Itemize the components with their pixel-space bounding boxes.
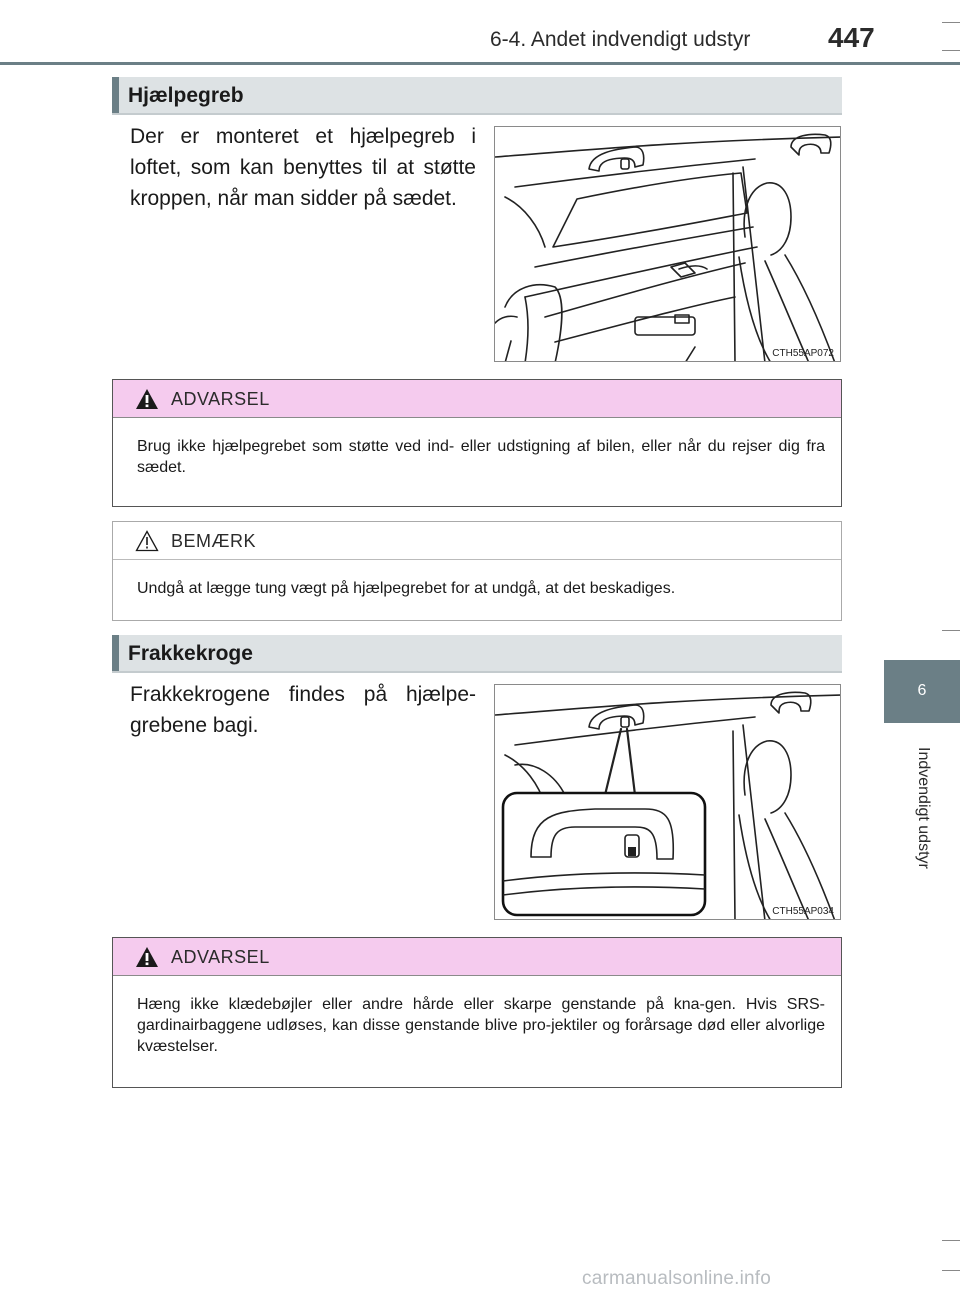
section-heading-text: Frakkekroge [128, 642, 253, 665]
warning-triangle-icon [135, 388, 159, 410]
figure-code: CTH55AP072 [772, 348, 834, 359]
warning-text: Hæng ikke klædebøjler eller andre hårde eller skarpe genstande på kna-gen. Hvis SRS-gardinairbaggene udløses, kan disse genstande blive pro-jektiler og forårsage død eller alvorlige kvæstelser. [137, 996, 825, 1055]
warning-label: ADVARSEL [171, 389, 270, 409]
crop-mark [942, 1270, 960, 1271]
chapter-label: Indvendigt udstyr [915, 747, 932, 869]
section-heading-frakkekroge [112, 635, 842, 673]
warning-box [112, 937, 842, 1088]
crop-mark [942, 1240, 960, 1241]
caution-header [113, 522, 841, 560]
warning-header [113, 938, 841, 976]
crop-mark [942, 22, 960, 23]
chapter-label-container [884, 723, 960, 923]
crop-mark [942, 50, 960, 51]
warning-text: Brug ikke hjælpegrebet som støtte ved ind- eller udstigning af bilen, eller når du rejser dig fra sædet. [137, 438, 825, 476]
page-number: 447 [828, 22, 875, 53]
warning-label: ADVARSEL [171, 947, 270, 967]
chapter-number: 6 [917, 682, 927, 699]
warning-box [112, 379, 842, 507]
header-rule [0, 62, 960, 65]
figure-code: CTH55AP034 [772, 906, 834, 917]
section-body-hjaelpegreb: Der er monteret et hjælpegreb i loftet, som kan benyttes til at støtte kroppen, når man sidder på sædet. [130, 125, 476, 210]
heading-accent-bar [112, 77, 119, 113]
figure-coat-hook [494, 684, 841, 920]
caution-triangle-icon [135, 530, 159, 552]
crop-mark [942, 630, 960, 631]
figure-assist-grip [494, 126, 841, 362]
coat-hook-illustration [495, 685, 841, 920]
section-body-frakkekroge: Frakkekrogene findes på hjælpe-grebene bagi. [130, 683, 476, 737]
section-heading-text: Hjælpegreb [128, 84, 244, 107]
warning-header [113, 380, 841, 418]
footer-watermark: carmanualsonline.info [582, 1268, 772, 1289]
caution-label: BEMÆRK [171, 531, 257, 551]
assist-grip-illustration [495, 127, 841, 362]
caution-text: Undgå at lægge tung vægt på hjælpegrebet for at undgå, at det beskadiges. [137, 580, 676, 597]
header-section-title: 6-4. Andet indvendigt udstyr [490, 28, 751, 51]
caution-box [112, 521, 842, 621]
section-heading-hjaelpegreb [112, 77, 842, 115]
heading-accent-bar [112, 635, 119, 671]
warning-triangle-icon [135, 946, 159, 968]
chapter-tab [884, 660, 960, 723]
